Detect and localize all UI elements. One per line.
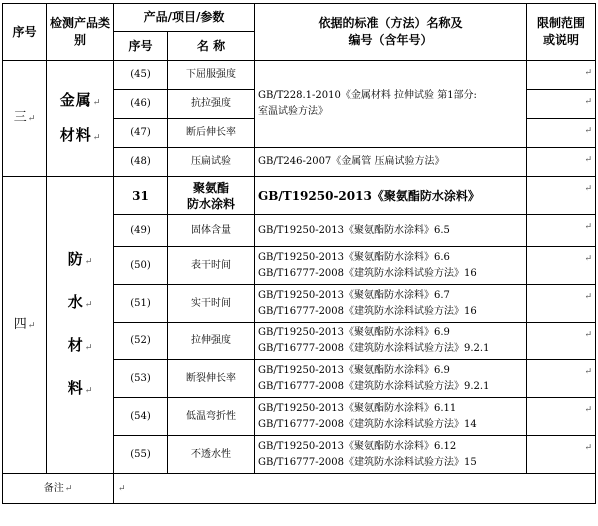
row-seq: (48) bbox=[114, 148, 168, 177]
group-number: 四 bbox=[13, 316, 27, 332]
row-name: 断裂伸长率 bbox=[168, 360, 255, 398]
row-limit: ↵ bbox=[527, 177, 596, 215]
group-number: 三 bbox=[13, 110, 27, 125]
row-limit: ↵ bbox=[527, 398, 596, 436]
row-name: 表干时间 bbox=[168, 247, 255, 285]
row-standard: GB/T246-2007《金属管 压扁试验方法》 bbox=[255, 148, 527, 177]
row-seq: (55) bbox=[114, 436, 168, 474]
group-number-cell: 四↵ bbox=[3, 177, 47, 474]
product-standard: GB/T19250-2013《聚氨酯防水涂料》 bbox=[255, 177, 527, 215]
row-name: 固体含量 bbox=[168, 215, 255, 247]
row-seq: (51) bbox=[114, 285, 168, 323]
row-name: 拉伸强度 bbox=[168, 323, 255, 360]
category-char: 防 bbox=[67, 250, 84, 268]
header-name: 名 称 bbox=[168, 32, 255, 61]
test-scope-table bbox=[2, 3, 596, 504]
remark-row bbox=[3, 474, 596, 504]
row-seq: (50) bbox=[114, 247, 168, 285]
category-char: 金属 bbox=[59, 90, 92, 109]
row-seq: (46) bbox=[114, 90, 168, 119]
row-limit: ↵ bbox=[527, 436, 596, 474]
row-standard: GB/T19250-2013《聚氨酯防水涂料》6.9 GB/T16777-2008《建筑防水涂料试验方法》9.2.1 bbox=[255, 360, 527, 398]
row-standard: GB/T228.1-2010《金属材料 拉伸试验 第1部分: 室温试验方法》 bbox=[255, 61, 527, 148]
row-name: 不透水性 bbox=[168, 436, 255, 474]
table-row bbox=[3, 61, 596, 90]
row-name: 低温弯折性 bbox=[168, 398, 255, 436]
row-seq: (49) bbox=[114, 215, 168, 247]
category-char: 料 bbox=[67, 379, 84, 397]
category-cell: 防↵ 水↵ 材↵ 料↵ bbox=[47, 177, 114, 474]
row-limit: ↵ bbox=[527, 215, 596, 247]
row-seq: (54) bbox=[114, 398, 168, 436]
category-cell: 金属↵ 材料↵ bbox=[47, 61, 114, 177]
header-standard: 依据的标准（方法）名称及编号（含年号） bbox=[255, 4, 527, 61]
row-seq: (53) bbox=[114, 360, 168, 398]
row-standard: GB/T19250-2013《聚氨酯防水涂料》6.6 GB/T16777-2008《建筑防水涂料试验方法》16 bbox=[255, 247, 527, 285]
product-seq: 31 bbox=[114, 177, 168, 215]
remark-label-cell: 备注↵ bbox=[3, 474, 114, 504]
row-limit: ↵ bbox=[527, 90, 596, 119]
row-limit: ↵ bbox=[527, 323, 596, 360]
header-product-group: 产品/项目/参数 bbox=[114, 4, 255, 32]
remark-content: ↵ bbox=[114, 474, 596, 504]
row-seq: (52) bbox=[114, 323, 168, 360]
row-limit: ↵ bbox=[527, 285, 596, 323]
row-limit: ↵ bbox=[527, 360, 596, 398]
header-limit: 限制范围或说明 bbox=[527, 4, 596, 61]
row-name: 下屈服强度 bbox=[168, 61, 255, 90]
product-row bbox=[3, 177, 596, 215]
row-limit: ↵ bbox=[527, 247, 596, 285]
row-seq: (45) bbox=[114, 61, 168, 90]
row-standard: GB/T19250-2013《聚氨酯防水涂料》6.5 bbox=[255, 215, 527, 247]
header-seq: 序号 bbox=[3, 4, 47, 61]
row-standard: GB/T19250-2013《聚氨酯防水涂料》6.11 GB/T16777-2008《建筑防水涂料试验方法》14 bbox=[255, 398, 527, 436]
category-char: 材 bbox=[67, 336, 84, 354]
row-name: 压扁试验 bbox=[168, 148, 255, 177]
row-standard: GB/T19250-2013《聚氨酯防水涂料》6.12 GB/T16777-2008《建筑防水涂料试验方法》15 bbox=[255, 436, 527, 474]
row-limit: ↵ bbox=[527, 148, 596, 177]
group-number-cell: 三↵ bbox=[3, 61, 47, 177]
remark-label: 备注 bbox=[43, 482, 64, 494]
header-sub-seq: 序号 bbox=[114, 32, 168, 61]
row-name: 实干时间 bbox=[168, 285, 255, 323]
row-standard: GB/T19250-2013《聚氨酯防水涂料》6.7 GB/T16777-2008《建筑防水涂料试验方法》16 bbox=[255, 285, 527, 323]
row-limit: ↵ bbox=[527, 61, 596, 90]
row-seq: (47) bbox=[114, 119, 168, 148]
row-name: 断后伸长率 bbox=[168, 119, 255, 148]
product-name: 聚氨酯 防水涂料 bbox=[168, 177, 255, 215]
header-category: 检测产品类 别 bbox=[47, 4, 114, 61]
row-standard: GB/T19250-2013《聚氨酯防水涂料》6.9 GB/T16777-2008《建筑防水涂料试验方法》9.2.1 bbox=[255, 323, 527, 360]
row-name: 抗拉强度 bbox=[168, 90, 255, 119]
category-char: 材料 bbox=[59, 125, 92, 144]
category-char: 水 bbox=[67, 293, 84, 311]
row-limit: ↵ bbox=[527, 119, 596, 148]
